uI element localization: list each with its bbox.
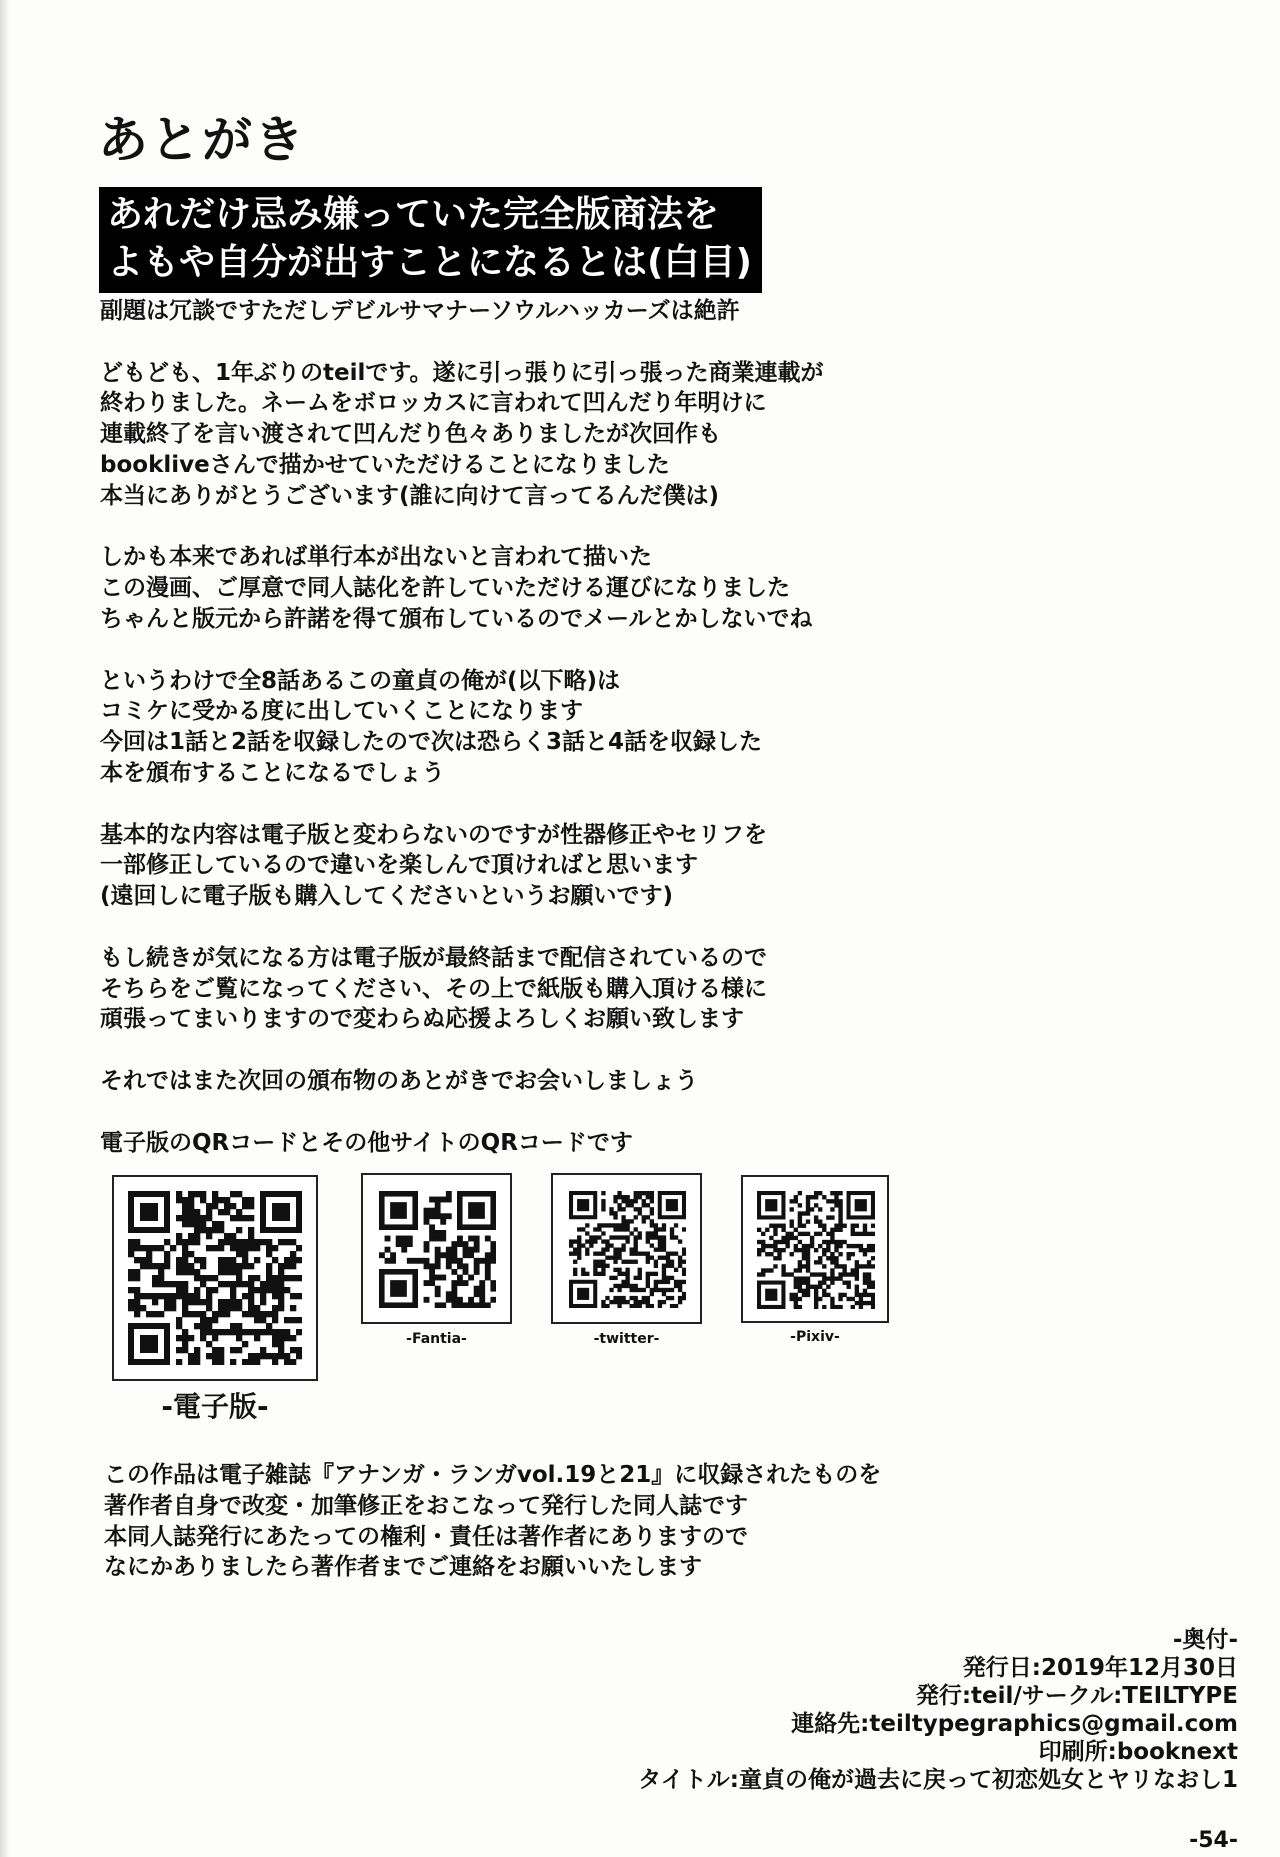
- text-line: ちゃんと版元から許諾を得て頒布しているのでメールとかしないでね: [100, 605, 813, 632]
- text-line: 本当にありがとうございます(誰に向けて言ってるんだ僕は): [100, 482, 720, 509]
- colophon-issue-date: 発行日:2019年12月30日: [962, 1655, 1238, 1681]
- text-line: 著作者自身で改変・加筆修正をおこなって発行した同人誌です: [104, 1492, 748, 1519]
- paragraph: [100, 666, 1160, 789]
- text-line: この作品は電子雑誌『アナンガ・ランガvol.19と21』に収録されたものを: [104, 1462, 882, 1488]
- text-line: (遠回しに電子版も購入してくださいというお願いです): [100, 883, 674, 910]
- text-line: bookliveさんで描かせていただけることになりました: [100, 451, 670, 478]
- afterword-body: [100, 296, 1160, 1189]
- text-line: どもども、1年ぶりのteilです。遂に引っ張りに引っ張った商業連載が: [100, 359, 824, 386]
- publication-notice: [104, 1460, 881, 1583]
- colophon-title: タイトル:童貞の俺が過去に戻って初恋処女とヤリなおし1: [638, 1767, 1238, 1793]
- text-line: コミケに受かる度に出していくことになります: [100, 698, 583, 725]
- paragraph: [100, 358, 1160, 512]
- text-line: そちらをご覧になってください、その上で紙版も購入頂ける様に: [100, 975, 767, 1002]
- paragraph: [100, 542, 1160, 634]
- colophon-heading: -奥付-: [1172, 1627, 1238, 1653]
- qr-icon: [128, 1191, 302, 1365]
- page-edge-shadow: [0, 0, 10, 1857]
- text-line: 今回は1話と2話を収録したので次は恐らく3話と4話を収録した: [100, 729, 763, 756]
- paragraph: [100, 820, 1160, 912]
- banner-line: よもや自分が出すことになるとは(白目): [107, 242, 752, 283]
- paragraph: [100, 1066, 1160, 1097]
- paragraph: [100, 296, 1160, 327]
- text-line: 本同人誌発行にあたっての権利・責任は著作者にありますので: [104, 1523, 748, 1550]
- text-line: 頑張ってまいりますので変わらぬ応援よろしくお願い致します: [100, 1006, 744, 1033]
- text-line: というわけで全8話あるこの童貞の俺が(以下略)は: [100, 667, 621, 694]
- qr-label-pixiv: -Pixiv-: [790, 1329, 840, 1345]
- text-line: なにかありましたら著作者までご連絡をお願いいたします: [104, 1554, 702, 1581]
- paragraph: [100, 1128, 1160, 1159]
- text-line: 終わりました。ネームをボロッカスに言われて凹んだり年明けに: [100, 390, 767, 417]
- qr-code-fantia: [361, 1173, 512, 1324]
- qr-icon: [379, 1191, 496, 1308]
- subtitle-banner: [99, 187, 762, 293]
- qr-code-twitter: [551, 1173, 702, 1324]
- text-line: 基本的な内容は電子版と変わらないのですが性器修正やセリフを: [100, 821, 767, 848]
- text-line: 副題は冗談ですただしデビルサマナーソウルハッカーズは絶許: [100, 298, 740, 324]
- text-line: それではまた次回の頒布物のあとがきでお会いしましょう: [100, 1067, 698, 1094]
- page-number: -54-: [1189, 1828, 1238, 1853]
- colophon: [638, 1626, 1238, 1794]
- banner-line: あれだけ忌み嫌っていた完全版商法を: [107, 194, 720, 235]
- text-line: この漫画、ご厚意で同人誌化を許していただける運びになりました: [100, 575, 790, 602]
- paragraph: [100, 943, 1160, 1035]
- qr-label-fantia: -Fantia-: [406, 1331, 467, 1347]
- colophon-contact: 連絡先:teiltypegraphics@gmail.com: [791, 1711, 1238, 1737]
- text-line: しかも本来であれば単行本が出ないと言われて描いた: [100, 544, 652, 571]
- qr-icon: [569, 1191, 686, 1308]
- page-title: あとがき: [98, 111, 306, 169]
- qr-label-ebook: -電子版-: [161, 1390, 269, 1423]
- text-line: 電子版のQRコードとその他サイトのQRコードです: [100, 1129, 633, 1156]
- qr-label-twitter: -twitter-: [593, 1331, 660, 1347]
- colophon-publisher: 発行:teil/サークル:TEILTYPE: [915, 1683, 1238, 1709]
- text-line: 一部修正しているので違いを楽しんで頂ければと思います: [100, 852, 698, 879]
- text-line: 本を頒布することになるでしょう: [100, 759, 445, 786]
- qr-icon: [757, 1191, 875, 1309]
- qr-code-pixiv: [741, 1175, 889, 1323]
- text-line: もし続きが気になる方は電子版が最終話まで配信されているので: [100, 944, 767, 971]
- colophon-printer: 印刷所:booknext: [1038, 1739, 1238, 1765]
- text-line: 連載終了を言い渡されて凹んだり色々ありましたが次回作も: [100, 421, 721, 448]
- qr-code-ebook: [112, 1175, 318, 1381]
